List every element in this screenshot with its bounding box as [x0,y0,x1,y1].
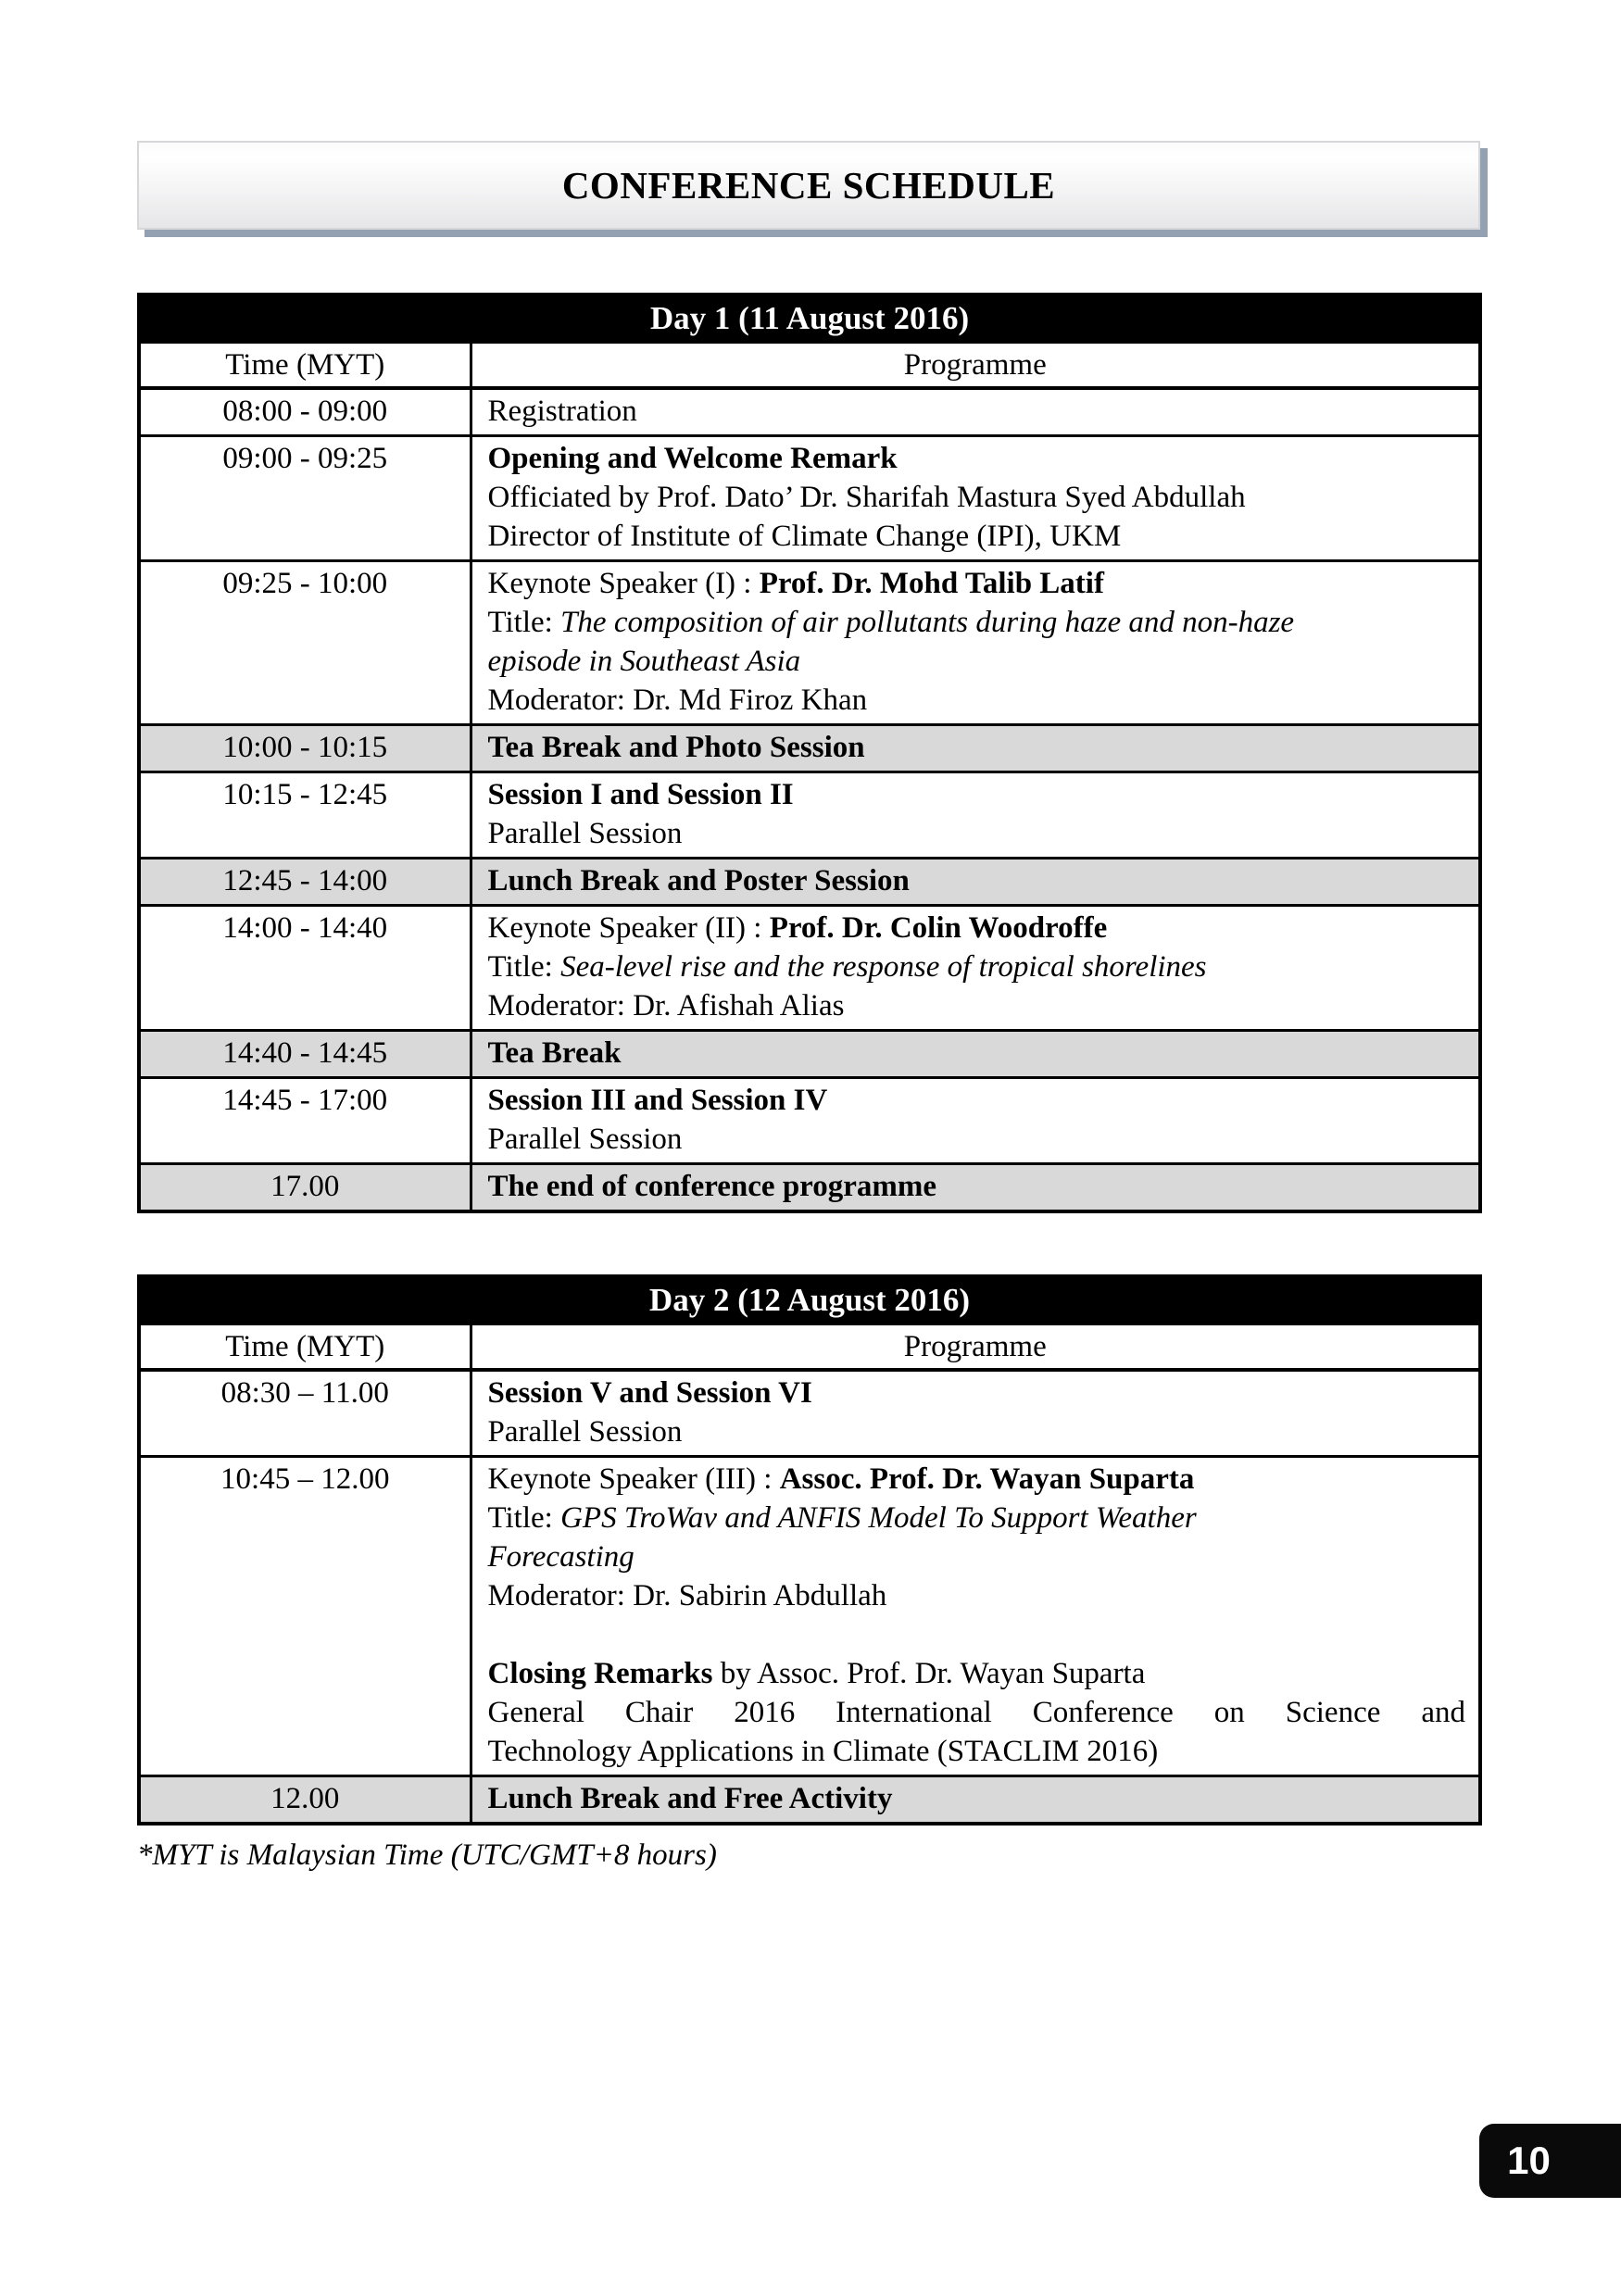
programme-cell [471,725,1480,772]
day2-column-header-row [139,1324,1480,1371]
programme-line: Lunch Break and Free Activity [487,1782,893,1815]
schedule-row [139,859,1480,906]
schedule-row [139,1776,1480,1825]
programme-line: Title: Sea-level rise and the response of tropical shorelines [487,950,1207,984]
schedule-row [139,1370,1480,1457]
programme-line: Moderator: Dr. Md Firoz Khan [487,684,868,717]
time-cell: 14:45 - 17:00 [139,1078,471,1164]
day2-header-band-row [139,1276,1480,1324]
programme-cell [471,436,1480,561]
col-header-programme: Programme [471,343,1480,389]
programme-cell [471,859,1480,906]
time-cell: 10:00 - 10:15 [139,725,471,772]
time-cell: 08:00 - 09:00 [139,388,471,436]
day1-schedule-table [137,293,1482,1213]
programme-line: General Chair 2016 International Conference on Science and [487,1696,1465,1729]
programme-line: Title: GPS TroWav and ANFIS Model To Support Weather [487,1501,1197,1535]
day1-title: Day 1 (11 August 2016) [139,295,1480,343]
programme-line: Tea Break and Photo Session [487,731,865,764]
programme-line: Officiated by Prof. Dato’ Dr. Sharifah Mastura Syed Abdullah [487,481,1246,514]
page-number-badge [1479,2124,1621,2198]
programme-cell [471,388,1480,436]
programme-cell [471,906,1480,1031]
programme-line: Closing Remarks by Assoc. Prof. Dr. Wayan Suparta [487,1657,1146,1690]
schedule-row [139,1164,1480,1212]
programme-line: Keynote Speaker (I) : Prof. Dr. Mohd Talib Latif [487,567,1104,600]
programme-line: Opening and Welcome Remark [487,442,898,475]
programme-line: Keynote Speaker (II) : Prof. Dr. Colin Woodroffe [487,911,1108,945]
day2-section [137,1274,1482,1875]
time-cell: 10:15 - 12:45 [139,772,471,859]
programme-line: Parallel Session [487,817,683,850]
schedule-row [139,388,1480,436]
programme-line: The end of conference programme [487,1170,937,1203]
day1-column-header-row [139,343,1480,389]
schedule-row [139,725,1480,772]
time-cell: 14:00 - 14:40 [139,906,471,1031]
programme-cell [471,1078,1480,1164]
programme-line: Moderator: Dr. Sabirin Abdullah [487,1579,887,1612]
page-number: 10 [1507,2139,1551,2182]
programme-line: Lunch Break and Poster Session [487,864,910,897]
programme-line: Title: The composition of air pollutants during haze and non-haze [487,606,1295,639]
programme-line: Session V and Session VI [487,1376,812,1410]
programme-line: Director of Institute of Climate Change (IPI), UKM [487,520,1122,553]
programme-cell [471,561,1480,725]
programme-line: Forecasting [487,1540,635,1574]
time-cell: 14:40 - 14:45 [139,1031,471,1078]
programme-line: Moderator: Dr. Afishah Alias [487,989,845,1023]
programme-line: Registration [487,395,637,428]
schedule-row [139,436,1480,561]
programme-cell [471,1164,1480,1212]
time-cell: 10:45 – 12.00 [139,1457,471,1776]
programme-line: Technology Applications in Climate (STACLIM 2016) [487,1735,1159,1768]
day1-section [137,293,1482,1213]
programme-line [488,1615,1466,1654]
col-header-programme: Programme [471,1324,1480,1371]
page-title: CONFERENCE SCHEDULE [561,164,1056,207]
programme-cell [471,1457,1480,1776]
myt-footnote: *MYT is Malaysian Time (UTC/GMT+8 hours) [137,1838,717,1872]
schedule-row [139,1078,1480,1164]
schedule-row [139,1457,1480,1776]
day2-title: Day 2 (12 August 2016) [139,1276,1480,1324]
day1-header-band-row [139,295,1480,343]
schedule-row [139,1031,1480,1078]
col-header-time: Time (MYT) [139,343,471,389]
programme-line: Parallel Session [487,1415,683,1449]
time-cell: 17.00 [139,1164,471,1212]
time-cell: 09:00 - 09:25 [139,436,471,561]
schedule-row [139,561,1480,725]
programme-line: Session III and Session IV [487,1084,828,1117]
programme-line: Parallel Session [487,1123,683,1156]
time-cell: 09:25 - 10:00 [139,561,471,725]
col-header-time: Time (MYT) [139,1324,471,1371]
time-cell: 08:30 – 11.00 [139,1370,471,1457]
time-cell: 12.00 [139,1776,471,1825]
conference-schedule-banner [137,141,1480,230]
time-cell: 12:45 - 14:00 [139,859,471,906]
programme-cell [471,1031,1480,1078]
programme-cell [471,1370,1480,1457]
programme-line: Tea Break [487,1036,622,1070]
programme-line: Keynote Speaker (III) : Assoc. Prof. Dr. Wayan Suparta [487,1462,1195,1496]
programme-cell [471,772,1480,859]
programme-line: episode in Southeast Asia [487,645,801,678]
schedule-row [139,906,1480,1031]
programme-cell [471,1776,1480,1825]
programme-line: Session I and Session II [487,778,794,811]
schedule-row [139,772,1480,859]
day2-schedule-table [137,1274,1482,1826]
